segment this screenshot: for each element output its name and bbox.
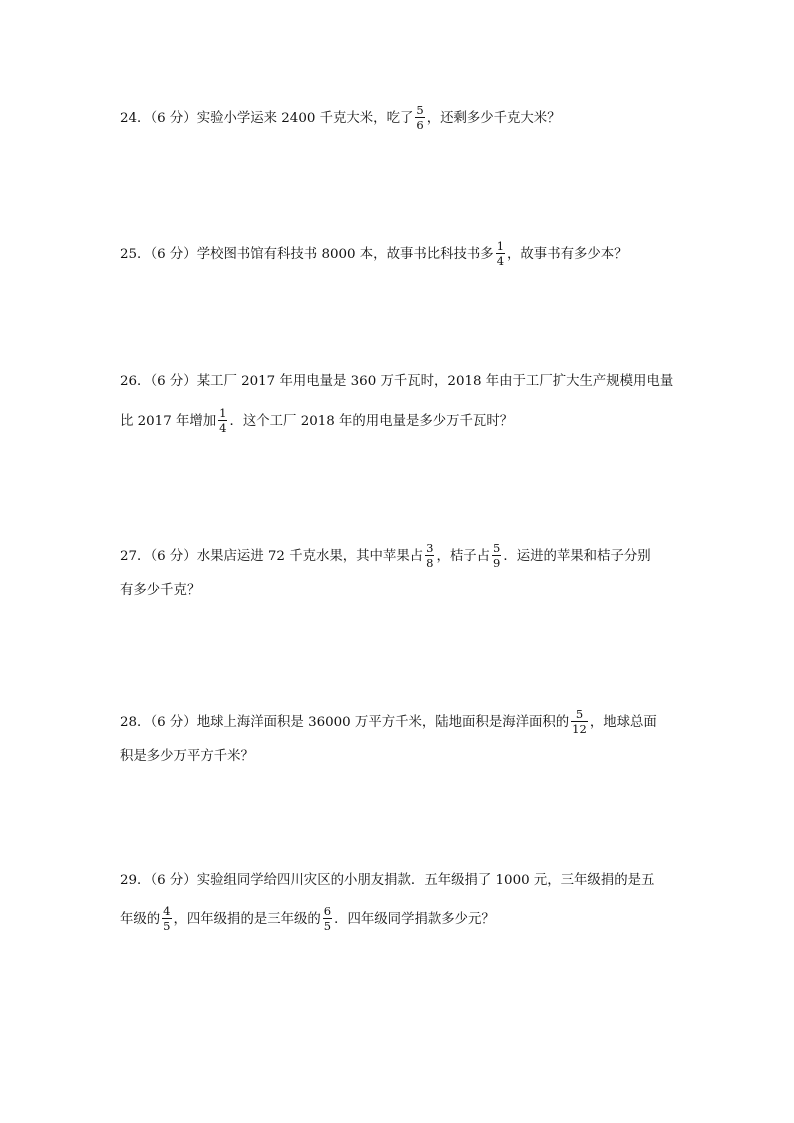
problem-26-line-2 (120, 408, 513, 435)
problem-text: 比 2017 年增加 (120, 414, 217, 429)
problem-29-line-2 (120, 906, 495, 933)
problem-29-line-1 (120, 870, 654, 892)
fraction-numerator: 5 (416, 103, 424, 117)
problem-points: （6 分） (150, 111, 197, 126)
fraction-numerator: 5 (571, 708, 588, 722)
problem-number: 28． (120, 715, 151, 730)
problem-text: 某工厂 2017 年用电量是 360 万千瓦时，2018 年由于工厂扩大生产规模用电量 (196, 374, 674, 389)
fraction-denominator: 12 (572, 722, 587, 736)
problem-26-line-1 (120, 371, 673, 393)
fraction-denominator: 4 (496, 254, 505, 268)
fraction-denominator: 5 (163, 919, 171, 933)
problem-number: 24． (120, 111, 151, 126)
problem-text: 有多少千克？ (120, 583, 201, 598)
problem-text: ，地球总面 (589, 715, 657, 730)
problem-number: 26． (120, 374, 151, 389)
fraction-numerator: 3 (426, 541, 434, 555)
fraction-numerator: 1 (496, 239, 505, 253)
fraction (323, 905, 332, 932)
problem-28-line-2 (120, 746, 254, 768)
problem-text: 地球上海洋面积是 36000 万平方千米，陆地面积是海洋面积的 (196, 715, 570, 730)
problem-text: 年级的 (120, 912, 161, 927)
problem-28-line-1 (120, 709, 657, 736)
problem-text: 水果店运进 72 千克水果，其中苹果占 (196, 549, 424, 564)
problem-text: 学校图书馆有科技书 8000 本，故事书比科技书多 (196, 247, 494, 262)
problem-text: ，四年级捐的是三年级的 (173, 912, 321, 927)
problem-points: （6 分） (150, 549, 197, 564)
problem-27-line-2 (120, 580, 200, 602)
fraction-denominator: 9 (493, 556, 501, 570)
fraction-numerator: 1 (219, 406, 227, 420)
problem-24-line-1 (120, 105, 561, 132)
problem-number: 27． (120, 549, 151, 564)
fraction-denominator: 5 (323, 919, 332, 933)
fraction (162, 905, 171, 932)
fraction (492, 542, 501, 569)
fraction (571, 708, 588, 735)
fraction-numerator: 5 (493, 541, 501, 555)
fraction-numerator: 4 (163, 904, 171, 918)
fraction-denominator: 8 (426, 556, 434, 570)
problem-25-line-1 (120, 241, 628, 268)
problem-text: 积是多少万平方千米？ (120, 749, 254, 764)
fraction-denominator: 6 (416, 118, 424, 132)
problem-27-line-1 (120, 543, 651, 570)
problem-text: ．运进的苹果和桔子分别 (503, 549, 651, 564)
fraction (218, 407, 227, 434)
fraction (496, 240, 505, 267)
problem-points: （6 分） (150, 374, 197, 389)
problem-points: （6 分） (150, 247, 197, 262)
fraction (415, 104, 424, 131)
fraction-denominator: 4 (219, 421, 227, 435)
problem-number: 29． (120, 873, 151, 888)
problem-text: ．四年级同学捐款多少元？ (334, 912, 495, 927)
problem-text: ，还剩多少千克大米？ (426, 111, 561, 126)
fraction-numerator: 6 (323, 904, 332, 918)
problem-points: （6 分） (150, 715, 197, 730)
problem-text: 实验组同学给四川灾区的小朋友捐款．五年级捐了 1000 元，三年级捐的是五 (196, 873, 655, 888)
problem-text: ，桔子占 (436, 549, 490, 564)
problem-text: 实验小学运来 2400 千克大米，吃了 (196, 111, 414, 126)
problem-points: （6 分） (150, 873, 197, 888)
problem-text: ．这个工厂 2018 年的用电量是多少万千瓦时？ (229, 414, 514, 429)
fraction (425, 542, 434, 569)
problem-number: 25． (120, 247, 151, 262)
problem-text: ，故事书有多少本？ (507, 247, 628, 262)
